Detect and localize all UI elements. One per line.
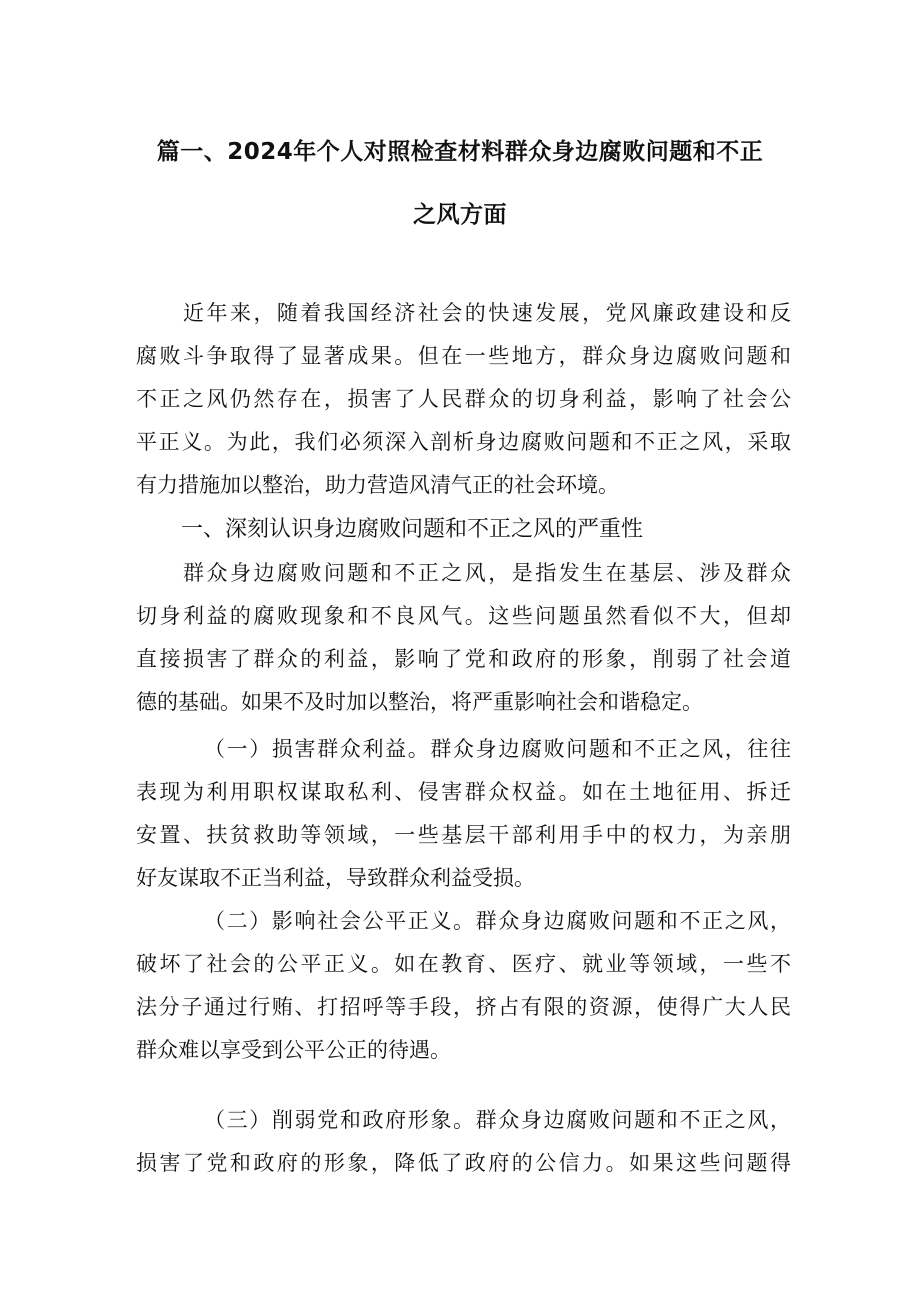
intro-line-1: 近年来，随着我国经济社会的快速发展，党风廉政建设和反 (183, 301, 791, 325)
intro-line-3: 不正之风仍然存在，损害了人民群众的切身利益，影响了社会公 (136, 387, 791, 411)
intro-line-5: 有力措施加以整治，助力营造风清气正的社会环境。 (136, 473, 619, 497)
section1-line-3: 直接损害了群众的利益，影响了党和政府的形象，削弱了社会道 (136, 647, 791, 671)
sub1-line-2: 表现为利用职权谋取私利、侵害群众权益。如在土地征用、拆迁 (136, 780, 791, 804)
sub1-line-1: （一）损害群众利益。群众身边腐败问题和不正之风，往往 (204, 737, 791, 761)
sub2-line-4: 群众难以享受到公平公正的待遇。 (136, 1038, 451, 1062)
section1-line-2: 切身利益的腐败现象和不良风气。这些问题虽然看似不大，但却 (136, 604, 791, 628)
document-title-line-1: 篇一、2024年个人对照检查材料群众身边腐败问题和不正 (156, 139, 764, 165)
sub3-line-2: 损害了党和政府的形象，降低了政府的公信力。如果这些问题得 (136, 1151, 791, 1175)
sub2-line-2: 破坏了社会的公平正义。如在教育、医疗、就业等领域，一些不 (136, 952, 791, 976)
document-title-line-2: 之风方面 (413, 202, 507, 228)
intro-line-4: 平正义。为此，我们必须深入剖析身边腐败问题和不正之风，采取 (136, 430, 791, 454)
section1-line-1: 群众身边腐败问题和不正之风，是指发生在基层、涉及群众 (183, 561, 791, 585)
section-heading-1: 一、深刻认识身边腐败问题和不正之风的严重性 (181, 517, 644, 542)
intro-line-2: 腐败斗争取得了显著成果。但在一些地方，群众身边腐败问题和 (136, 344, 791, 368)
sub1-line-4: 好友谋取不正当利益，导致群众利益受损。 (136, 866, 535, 890)
sub3-line-1: （三）削弱党和政府形象。群众身边腐败问题和不正之风， (204, 1108, 791, 1132)
section1-line-4: 德的基础。如果不及时加以整治，将严重影响社会和谐稳定。 (136, 690, 703, 714)
sub2-line-1: （二）影响社会公平正义。群众身边腐败问题和不正之风， (204, 909, 791, 933)
sub1-line-3: 安置、扶贫救助等领域，一些基层干部利用手中的权力，为亲朋 (136, 823, 791, 847)
sub2-line-3: 法分子通过行贿、打招呼等手段，挤占有限的资源，使得广大人民 (136, 995, 791, 1019)
